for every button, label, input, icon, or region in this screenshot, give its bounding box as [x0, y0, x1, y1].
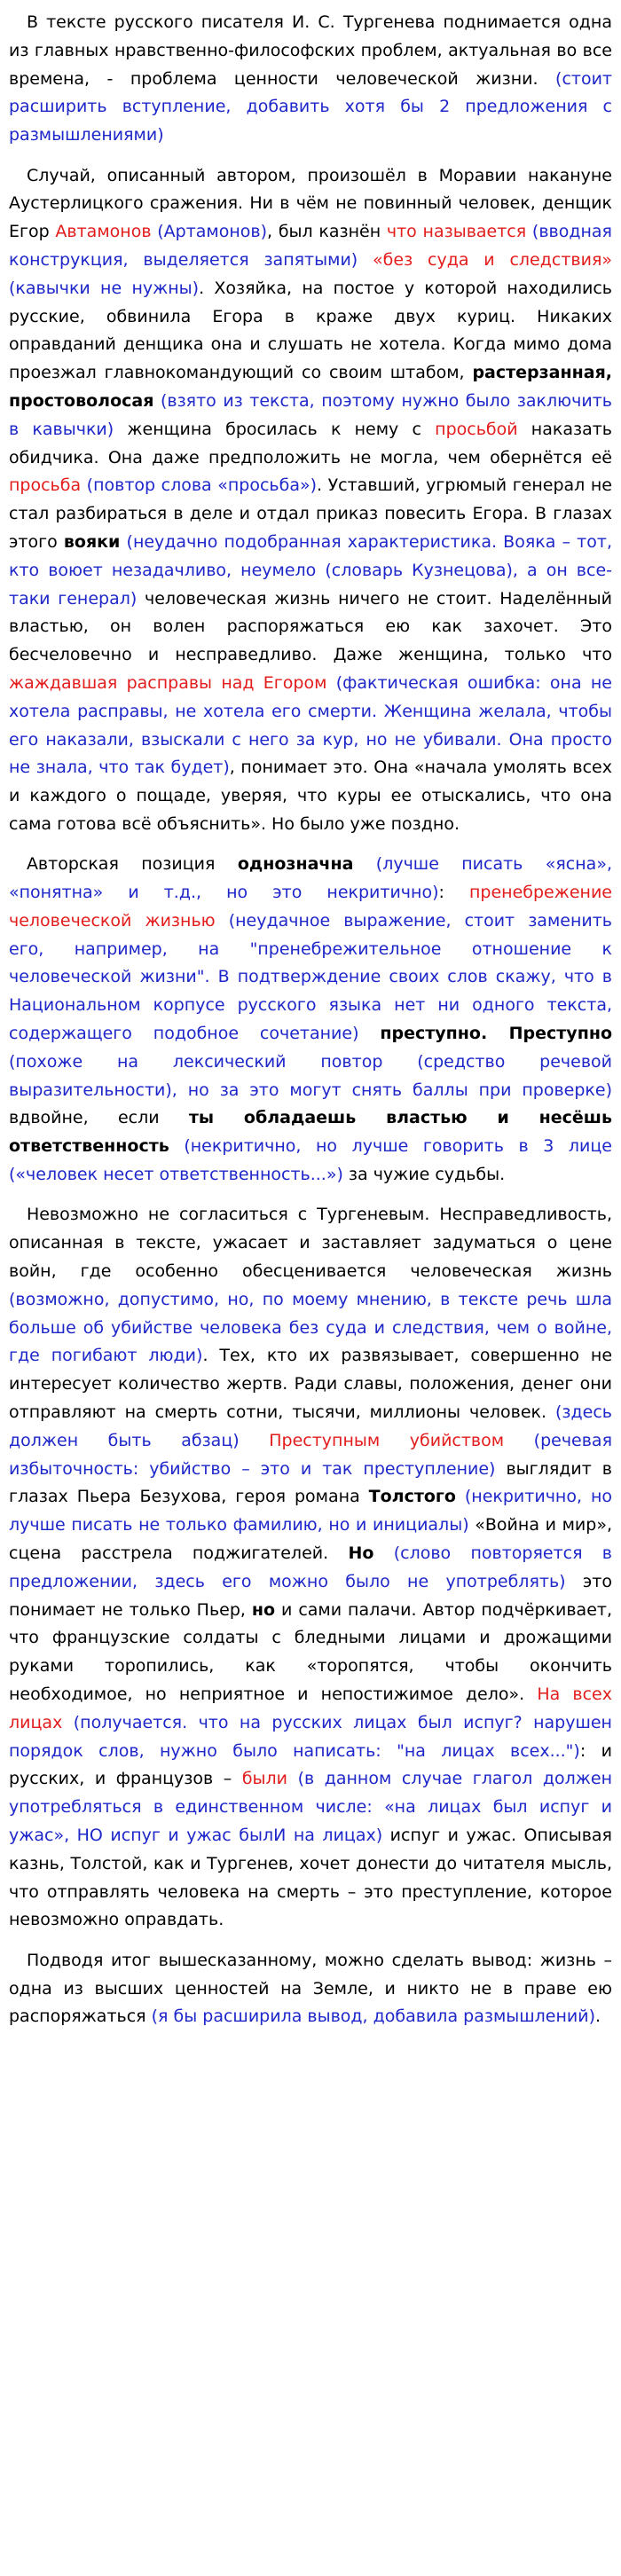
text-run: . Хозяйка, на постое у которой находились русские, обвинила Егора в краже двух куриц. Никаких оправданий денщика она и слушать не хотела. Когда мимо дома проезжал главнокомандующий со своим штабом,	[9, 278, 612, 383]
text-run	[216, 911, 229, 931]
editor-comment: (речевая избыточность: убийство – это и так преступление)	[9, 1430, 613, 1479]
editor-comment: (лучше писать «ясна», «понятна» и т.д., но это некритично)	[9, 854, 612, 903]
text-run: , был казнён	[267, 222, 387, 242]
bold-phrase: растерзанная, простоволосая	[9, 363, 612, 411]
error-highlight: «без суда и следствия»	[373, 249, 612, 270]
text-run	[169, 1136, 185, 1156]
bold-phrase: вояки	[63, 531, 121, 552]
text-run: это понимает не только Пьер,	[9, 1571, 612, 1620]
text-run: выглядит в глазах Пьера Безухова, героя романа	[9, 1458, 612, 1507]
editor-comment: (повтор слова «просьба»)	[86, 475, 317, 496]
text-run	[326, 673, 335, 693]
text-run	[358, 250, 373, 270]
error-highlight: Автамонов	[55, 222, 152, 242]
text-run: : и русских, и французов –	[9, 1740, 612, 1789]
editor-comment: (неудачно подобранная характеристика. Вояка – тот, кто воюет незадачливо, неумело (словарь Кузнецова), а он все-таки генерал)	[9, 531, 612, 609]
paragraph-author-position	[9, 851, 612, 1190]
error-highlight: были	[241, 1769, 288, 1789]
paragraph-intro	[9, 9, 612, 150]
editor-comment: (похоже на лексический повтор (средство речевой выразительности), но за это могут снять баллы при проверке)	[9, 1051, 612, 1100]
text-run: В тексте русского писателя И. С. Тургенева поднимается одна из главных нравственно-философских проблем, актуальная во все времена, - проблема ценности человеческой жизни.	[9, 12, 612, 89]
error-highlight: просьба	[9, 475, 82, 496]
text-run: наказать обидчика. Она даже предположить не могла, чем обернётся её	[9, 419, 612, 467]
editor-comment: (стоит расширить вступление, добавить хотя бы 2 предложения с размышлениями)	[9, 68, 612, 145]
text-run: . Уставший, угрюмый генерал не стал разбираться в деле и отдал приказ повесить Егора. В глазах этого	[9, 475, 612, 552]
error-highlight: просьбой	[435, 419, 518, 439]
paragraph-problem-commentary	[9, 162, 612, 839]
text-run: испуг и ужас. Описывая казнь, Толстой, как и Тургенев, хочет донести до читателя мысль, что отправлять человека на смерть – это преступление, которое невозможно оправдать.	[9, 1825, 612, 1930]
editor-comment: (получается. что на русских лицах был испуг? нарушен порядок слов, нужно было написать: "на лицах всех...")	[9, 1712, 612, 1761]
text-run: Случай, описанный автором, произошёл в Моравии накануне Аустерлицкого сражения. Ни в чём не повинный человек, денщик Егор	[9, 165, 612, 242]
text-run	[353, 854, 375, 874]
bold-phrase: ты обладаешь властью и несёшь ответственность	[9, 1108, 612, 1157]
error-highlight: жаждавшая расправы над Егором	[9, 672, 327, 693]
text-run: «Война и мир», сцена расстрела поджигателей.	[9, 1515, 612, 1564]
editor-comment: (вводная конструкция, выделяется запятыми)	[9, 222, 612, 270]
error-highlight: На всех лицах	[9, 1685, 612, 1732]
error-highlight: Преступным убийством	[269, 1430, 505, 1450]
text-run	[456, 1487, 465, 1506]
error-highlight: пренебрежение человеческой жизнью	[9, 883, 612, 931]
text-run	[120, 532, 126, 552]
text-run: Подводя итог вышесказанному, можно сделать вывод: жизнь – одна из высших ценностей на Земле, и никто не в праве ею распоряжаться	[9, 1950, 612, 2027]
bold-phrase: преступно. Преступно	[380, 1024, 612, 1044]
error-highlight: что называется	[386, 222, 527, 242]
bold-phrase: но	[251, 1599, 276, 1620]
editor-comment: (некритично, но лучше писать не только фамилию, но и инициалы)	[9, 1487, 612, 1535]
text-run	[153, 391, 161, 411]
editor-comment: (слово повторяется в предложении, здесь его можно было не употреблять)	[9, 1543, 612, 1591]
paragraph-argument	[9, 1201, 612, 1935]
editor-comment: (возможно, допустимо, но, по моему мнению, в тексте речь шла больше об убийстве человека без суда и следствия, чем о войне, где погибают люди)	[9, 1289, 612, 1366]
editor-comment: (кавычки не нужны)	[9, 278, 200, 298]
text-run	[526, 222, 532, 241]
text-run	[240, 1431, 270, 1450]
editor-comment: (в данном случае глагол должен употребляться в единственном числе: «на лицах был испуг и ужас», НО испуг и ужас былИ на лицах)	[9, 1769, 612, 1845]
editor-comment: (фактическая ошибка: она не хотела расправы, не хотела его смерти. Женщина желала, чтобы его наказали, взыскали с него за кур, но не убивали. Она просто не знала, что так будет)	[9, 672, 612, 778]
editor-comment: (неудачное выражение, стоит заменить его, например, на "пренебрежительное отношение к человеческой жизни". В подтверждение своих слов скажу, что в Национальном корпусе русского языка нет ни одного текста, содержащего подобное сочетание)	[9, 910, 613, 1044]
editor-comment: (взято из текста, поэтому нужно было заключить в кавычки)	[9, 390, 612, 439]
bold-phrase: однозначна	[237, 854, 354, 875]
text-run: , понимает это. Она «начала умолять всех и каждого о пощаде, уверяя, что куры ее отыскались, что она сама готова всё объяснить». Но было уже поздно.	[9, 758, 612, 834]
editor-comment: (Артамонов)	[157, 222, 268, 242]
paragraph-conclusion	[9, 1947, 612, 2031]
text-run	[359, 1024, 381, 1043]
text-run	[287, 1769, 298, 1788]
text-run: Невозможно не согласиться с Тургеневым. Несправедливость, описанная в тексте, ужасает и заставляет задуматься о цене войн, где особенно обесценивается человеческая жизнь	[9, 1205, 612, 1282]
text-run: . Тех, кто их развязывает, совершенно не интересует количество жертв. Ради славы, положения, денег они отправляют на смерть сотни, тысячи, миллионы человек.	[9, 1346, 613, 1423]
text-run	[62, 1713, 73, 1732]
text-run: вдвойне, если	[9, 1108, 189, 1128]
text-run: :	[438, 883, 469, 903]
editor-comment: (я бы расширила вывод, добавила размышлений)	[151, 2007, 596, 2027]
text-run: за чужие судьбы.	[342, 1165, 506, 1185]
text-run: женщина бросилась к нему с	[114, 419, 436, 439]
bold-phrase: Толстого	[368, 1487, 456, 1507]
text-run: .	[595, 2007, 601, 2027]
text-run	[373, 1543, 393, 1563]
text-run: человеческая жизнь ничего не стоит. Наделённый властью, он волен распоряжаться ею как захочет. Это бесчеловечно и несправедливо. Даже женщина, только что	[9, 588, 612, 665]
text-run: и сами палачи. Автор подчёркивает, что французские солдаты с бледными лицами и дрожащими руками торопились, как «торопятся, чтобы окончить необходимое, но неприятное и непостижимое дело».	[9, 1599, 612, 1704]
text-run: Авторская позиция	[26, 854, 238, 875]
editor-comment: (здесь должен быть абзац)	[9, 1402, 612, 1450]
text-run	[504, 1431, 534, 1450]
editor-comment: (некритично, но лучше говорить в 3 лице («человек несет ответственность...»)	[9, 1136, 612, 1185]
bold-phrase: Но	[348, 1543, 374, 1564]
